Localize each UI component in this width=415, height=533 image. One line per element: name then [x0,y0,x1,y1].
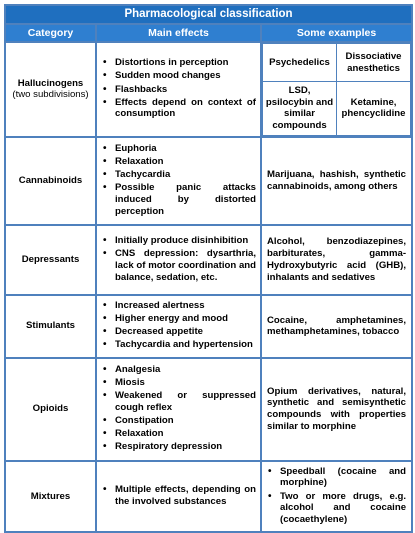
effects-cell [96,295,261,358]
psychedelics-examples: LSD, psilocybin and similar compounds [263,82,337,136]
effects-cell [96,358,261,461]
category-cell [5,42,96,137]
effects-cell [96,225,261,295]
effect-item: • Euphoria [115,143,256,155]
examples-cell [261,295,412,358]
effect-item: • Increased alertness [115,300,256,312]
effect-item: • Weakened or suppressed cough reflex [115,390,256,413]
subdivision-dissociative-anesthetics: Dissociative anesthetics [337,44,411,82]
examples-text: Opium derivatives, natural, synthetic and semisynthetic compounds with properties similar to morphine [267,385,407,432]
examples-cell [261,225,412,295]
effect-item: • Relaxation [115,156,256,168]
effect-item: • Initially produce disinhibition [115,235,256,247]
effect-item: • Tachycardia and hypertension [115,339,256,351]
category-name: Hallucinogens [17,77,84,89]
example-item: • Two or more drugs, e.g. alcohol and cocaine (cocaethylene) [280,491,406,526]
examples-cell [261,137,412,225]
effect-item: • Flashbacks [115,84,256,96]
effect-item: • Analgesia [115,364,256,376]
effects-cell [96,137,261,225]
effect-item: • Miosis [115,377,256,389]
effect-item: • Effects depend on context of consumption [115,97,256,120]
category-name: Opioids [32,403,69,415]
category-cell [5,225,96,295]
effect-item: • Decreased appetite [115,326,256,338]
classification-table [4,4,413,533]
examples-text: Alcohol, benzodiazepines, barbiturates, gamma-Hydroxybutyric acid (GHB), inhalants and sedatives [267,236,407,283]
header-row [5,24,412,42]
table-row-hallucinogens [5,42,412,137]
examples-cell [261,42,412,137]
subdivision-psychedelics: Psychedelics [263,44,337,82]
header-main-effects: Main effects [96,24,261,42]
effect-item: • Relaxation [115,428,256,440]
table-row-depressants [5,225,412,295]
title-row [5,5,412,24]
effect-item: • Distortions in perception [115,57,256,69]
table-row-mixtures [5,461,412,533]
effects-cell [96,461,261,533]
classification-table-container [4,4,411,533]
table-row-cannabinoids [5,137,412,225]
category-name: Cannabinoids [18,174,83,186]
table-row-opioids [5,358,412,461]
example-item: • Speedball (cocaine and morphine) [280,466,406,489]
effect-item: • Sudden mood changes [115,70,256,82]
category-cell [5,358,96,461]
effect-item: • Constipation [115,415,256,427]
header-category: Category [5,24,96,42]
category-cell [5,295,96,358]
effects-cell [96,42,261,137]
category-name: Depressants [21,253,80,265]
category-name: Mixtures [30,490,71,502]
category-cell [5,137,96,225]
examples-cell [261,461,412,533]
category-subtitle: (two subdivisions) [12,89,89,101]
hallucinogen-subtable [262,43,411,136]
effect-item: • Higher energy and mood [115,313,256,325]
examples-text: Marijuana, hashish, synthetic cannabinoids, among others [267,169,407,192]
effect-item: • Tachycardia [115,169,256,181]
table-row-stimulants [5,295,412,358]
effect-item: • Multiple effects, depending on the involved substances [115,484,256,507]
examples-text: Cocaine, amphetamines, methamphetamines, tobacco [267,314,407,338]
dissociative-examples: Ketamine, phencyclidine [337,82,411,136]
effect-item: • Respiratory depression [115,441,256,453]
table-title: Pharmacological classification [5,5,412,24]
category-name: Stimulants [25,320,76,332]
header-some-examples: Some examples [261,24,412,42]
effect-item: • Possible panic attacks induced by distorted perception [115,182,256,217]
category-cell [5,461,96,533]
effect-item: • CNS depression: dysarthria, lack of motor coordination and balance, sedation, etc. [115,248,256,283]
examples-cell [261,358,412,461]
